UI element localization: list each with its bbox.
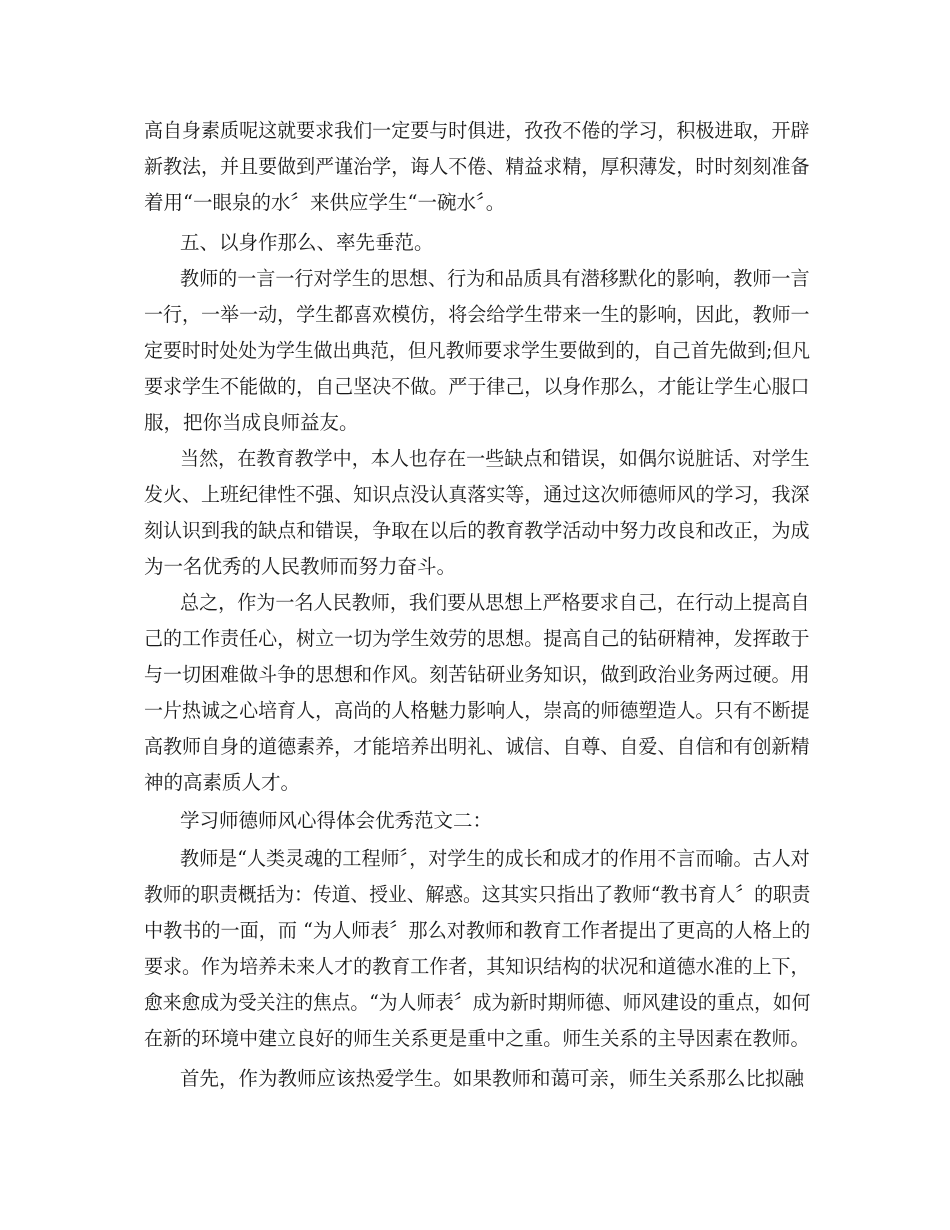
text-line: 为一名优秀的人民教师而努力奋斗。 <box>144 555 457 578</box>
text-line: 在新的环境中建立良好的师生关系更是重中之重。师生关系的主导因素在教师。 <box>144 1027 810 1050</box>
text-line: 中教书的一面，而 “为人师表〞那么对教师和教育工作者提出了更高的人格上的 <box>144 919 811 942</box>
text-line: 总之，作为一名人民教师，我们要从思想上严格要求自己，在行动上提高自 <box>180 591 810 614</box>
text-line: 己的工作责任心，树立一切为学生效劳的思想。提高自己的钻研精神，发挥敢于 <box>144 627 810 650</box>
text-line: 一行，一举一动，学生都喜欢模仿，将会给学生带来一生的影响，因此，教师一 <box>144 303 810 326</box>
text-line: 教师是“人类灵魂的工程师〞，对学生的成长和成才的作用不言而喻。古人对 <box>180 847 810 870</box>
text-line: 发火、上班纪律性不强、知识点没认真落实等，通过这次师德师风的学习，我深 <box>144 483 810 506</box>
text-line: 一片热诚之心培育人，高尚的人格魅力影响人，崇高的师德塑造人。只有不断提 <box>144 699 810 722</box>
text-line: 愈来愈成为受关注的焦点。“为人师表〞成为新时期师德、师风建设的重点，如何 <box>144 991 811 1014</box>
text-line: 教师的职责概括为：传道、授业、解惑。这其实只指出了教师“教书育人〞的职责 <box>144 883 811 906</box>
text-line: 要求学生不能做的，自己坚决不做。严于律己，以身作那么，才能让学生心服口 <box>144 375 810 398</box>
text-line: 教师的一言一行对学生的思想、行为和品质具有潜移默化的影响，教师一言 <box>180 267 810 290</box>
text-line: 神的高素质人才。 <box>144 771 301 794</box>
section-heading: 五、以身作那么、率先垂范。 <box>180 231 434 254</box>
text-line: 当然，在教育教学中，本人也存在一些缺点和错误，如偶尔说脏话、对学生 <box>180 447 810 470</box>
text-line: 定要时时处处为学生做出典范，但凡教师要求学生要做到的，自己首先做到;但凡 <box>144 339 811 362</box>
text-line: 要求。作为培养未来人才的教育工作者，其知识结构的状况和道德水准的上下， <box>144 955 810 978</box>
text-line: 着用“一眼泉的水〞来供应学生“一碗水〞。 <box>144 191 506 214</box>
text-line: 高教师自身的道德素养，才能培养出明礼、诚信、自尊、自爱、自信和有创新精 <box>144 735 810 758</box>
text-line: 与一切困难做斗争的思想和作风。刻苦钻研业务知识，做到政治业务两过硬。用 <box>144 663 810 686</box>
text-line: 高自身素质呢这就要求我们一定要与时俱进，孜孜不倦的学习，积极进取，开辟 <box>144 119 810 142</box>
text-line: 首先，作为教师应该热爱学生。如果教师和蔼可亲，师生关系那么比拟融 <box>180 1067 805 1090</box>
text-line: 服，把你当成良师益友。 <box>144 411 359 434</box>
section-heading: 学习师德师风心得体会优秀范文二： <box>180 809 493 832</box>
text-line: 新教法，并且要做到严谨治学，诲人不倦、精益求精，厚积薄发，时时刻刻准备 <box>144 155 810 178</box>
text-line: 刻认识到我的缺点和错误，争取在以后的教育教学活动中努力改良和改正，为成 <box>144 519 810 542</box>
